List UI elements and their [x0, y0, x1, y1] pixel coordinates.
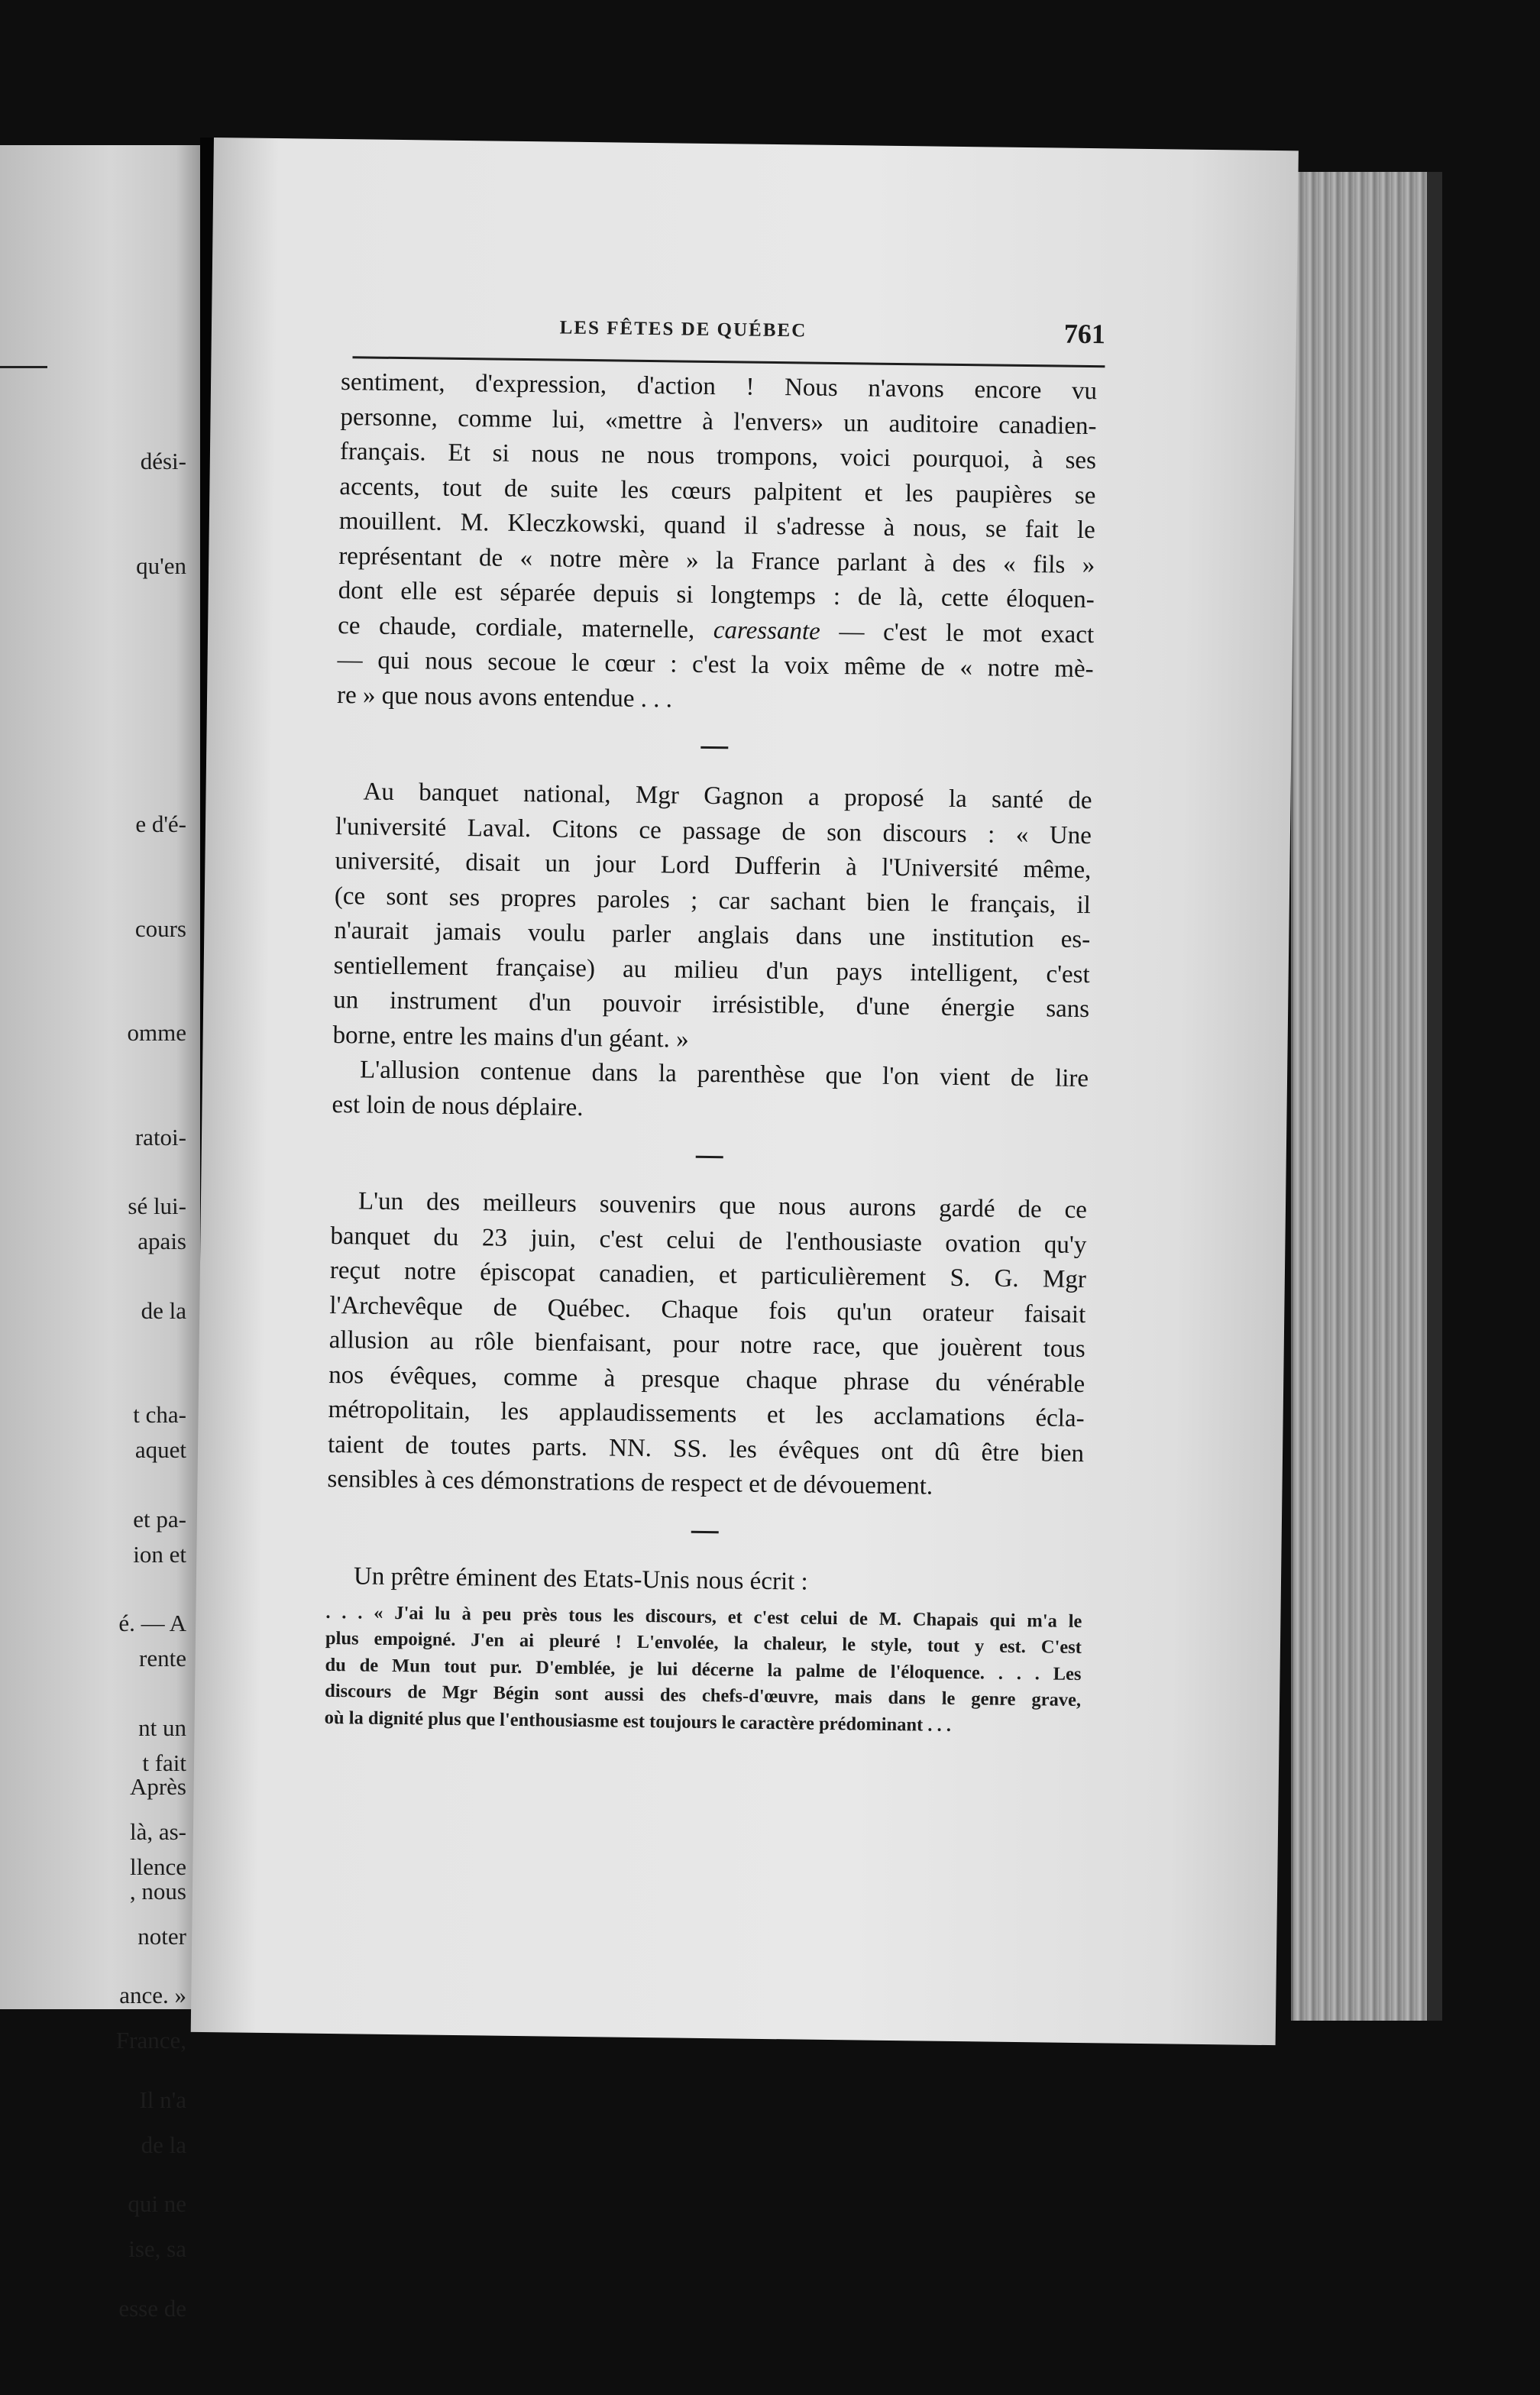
- text-line: du de Mun tout pur. D'emblée, je lui décerne la palme de l'éloquence. . . . Les: [325, 1654, 1082, 1685]
- text-line: rente: [139, 1645, 186, 1672]
- text-line: llence: [129, 1853, 186, 1880]
- text-line: est loin de nous déplaire.: [332, 1090, 584, 1121]
- text-line: re » que nous avons entendue . . .: [336, 681, 673, 713]
- text-line: (ce sont ses propres paroles ; car sachant bien le français, il: [334, 882, 1092, 919]
- text-line: , nous: [129, 1877, 186, 1905]
- quote-intro: Un prêtre éminent des Etats-Unis nous écrit :: [353, 1562, 808, 1596]
- text-line: Après: [129, 1773, 186, 1800]
- section-separator: [696, 1156, 723, 1158]
- text-line: France,: [115, 2027, 186, 2054]
- text-fragment: — c'est le mot exact: [820, 617, 1095, 649]
- text-line: noter: [138, 1922, 186, 1950]
- text-line: t cha-: [133, 1401, 186, 1428]
- italic-word: caressante: [713, 616, 821, 646]
- text-line: L'un des meilleurs souvenirs que nous aurons gardé de ce: [358, 1187, 1088, 1225]
- text-line: l'Archevêque de Québec. Chaque fois qu'un orateur faisait: [329, 1291, 1086, 1329]
- text-line: é. — A: [118, 1610, 186, 1636]
- text-line: — qui nous secoue le cœur : c'est la voix même de « notre mè-: [337, 646, 1094, 684]
- text-line: e d'é-: [135, 811, 186, 837]
- text-line: de la: [141, 1296, 186, 1324]
- text-line: Il n'a: [139, 2086, 186, 2113]
- text-line: allusion au rôle bienfaisant, pour notre race, que jouèrent tous: [328, 1325, 1085, 1364]
- text-line: taient de toutes parts. NN. SS. les évêques ont dû être bien: [327, 1430, 1085, 1468]
- text-line: l'université Laval. Citons ce passage de son discours : « Une: [335, 812, 1092, 850]
- text-line: discours de Mgr Bégin sont aussi des chefs-d'œuvre, mais dans le genre grave,: [325, 1680, 1082, 1711]
- text-line: reçut notre épiscopat canadien, et particulièrement S. G. Mgr: [329, 1256, 1087, 1294]
- text-line: sentiellement française) au milieu d'un pays intelligent, c'est: [333, 951, 1090, 989]
- text-line: ion et: [133, 1540, 186, 1568]
- text-line: dési-: [140, 448, 186, 474]
- text-line: là, as-: [129, 1818, 186, 1845]
- text-line: esse de: [118, 2294, 186, 2322]
- quoted-letter: [325, 1599, 1082, 1740]
- text-line: et pa-: [133, 1505, 186, 1532]
- text-line: aquet: [134, 1436, 186, 1463]
- text-line: mouillent. M. Kleczkowski, quand il s'adresse à nous, se fait le: [338, 507, 1096, 545]
- text-line: L'allusion contenue dans la parenthèse que l'on vient de lire: [359, 1056, 1089, 1093]
- page-number: 761: [1063, 318, 1106, 350]
- text-line: n'aurait jamais voulu parler anglais dans une institution es-: [334, 917, 1091, 954]
- paragraph-2: [332, 775, 1092, 1062]
- text-line: plus empoigné. J'en ai pleuré ! L'envolée, la chaleur, le style, tout y est. C'est: [325, 1627, 1082, 1659]
- text-line: banquet du 23 juin, c'est celui de l'enthousiaste ovation qu'y: [330, 1222, 1087, 1259]
- previous-page-fragment-d: [115, 1700, 186, 2395]
- text-fragment: ce chaude, cordiale, maternelle,: [337, 611, 714, 644]
- text-line: université, disait un jour Lord Dufferin à l'Université même,: [335, 847, 1092, 885]
- text-line: omme: [127, 1019, 186, 1046]
- text-line: français. Et si nous ne nous trompons, voici pourquoi, à ses: [339, 438, 1097, 475]
- previous-page-rule: [0, 366, 47, 368]
- section-separator: [700, 746, 728, 749]
- book-page: [191, 138, 1299, 2045]
- page-body: [325, 365, 1098, 1740]
- text-line: sentiment, d'expression, d'action ! Nous n'avons encore vu: [340, 368, 1098, 406]
- running-title: LES FÊTES DE QUÉBEC: [559, 317, 807, 341]
- text-line: où la dignité plus que l'enthousiasme est toujours le caractère prédominant . . .: [324, 1707, 952, 1736]
- text-line: ance. »: [119, 1982, 186, 2008]
- text-line: borne, entre les mains d'un géant. »: [332, 1021, 689, 1053]
- text-line: nt un: [138, 1714, 186, 1741]
- text-line: représentant de « notre mère » la France parlant à des « fils »: [338, 542, 1095, 579]
- paragraph-1: [337, 365, 1097, 722]
- text-line: sé lui-: [128, 1193, 186, 1219]
- paragraph-3: [332, 1053, 1089, 1131]
- section-separator: [691, 1530, 719, 1532]
- paragraph-4: [327, 1184, 1087, 1507]
- previous-page: [0, 145, 200, 2322]
- text-line: sensibles à ces démonstrations de respect et de dévouement.: [327, 1465, 933, 1500]
- text-line: t fait: [142, 1749, 186, 1776]
- text-line: un instrument d'un pouvoir irrésistible, d'une énergie sans: [332, 986, 1090, 1024]
- page-header: [353, 315, 1106, 362]
- text-line: de la: [141, 2131, 186, 2158]
- text-line: ratoi-: [134, 1123, 186, 1151]
- text-line: dont elle est séparée depuis si longtemps : de là, cette éloquen-: [338, 577, 1095, 614]
- text-line: métropolitain, les applaudissements et les acclamations écla-: [328, 1395, 1085, 1433]
- text-line: ise, sa: [128, 2235, 186, 2262]
- text-line: Au banquet national, Mgr Gagnon a proposé la santé de: [363, 778, 1092, 815]
- text-line: qui ne: [128, 2190, 186, 2217]
- text-line: nos évêques, comme à presque chaque phrase du vénérable: [328, 1361, 1085, 1398]
- text-line: accents, tout de suite les cœurs palpitent et les paupières se: [339, 472, 1096, 510]
- text-line: apais: [138, 1228, 186, 1254]
- text-line: cours: [134, 914, 186, 942]
- text-line: personne, comme lui, «mettre à l'envers» un auditoire canadien-: [340, 403, 1097, 440]
- text-line: qu'en: [136, 552, 186, 579]
- previous-page-fragment-a: [136, 374, 186, 652]
- text-line: . . . « J'ai lu à peu près tous les discours, et c'est celui de M. Chapais qui m'a le: [325, 1601, 1082, 1632]
- page-edges: [1291, 172, 1427, 2021]
